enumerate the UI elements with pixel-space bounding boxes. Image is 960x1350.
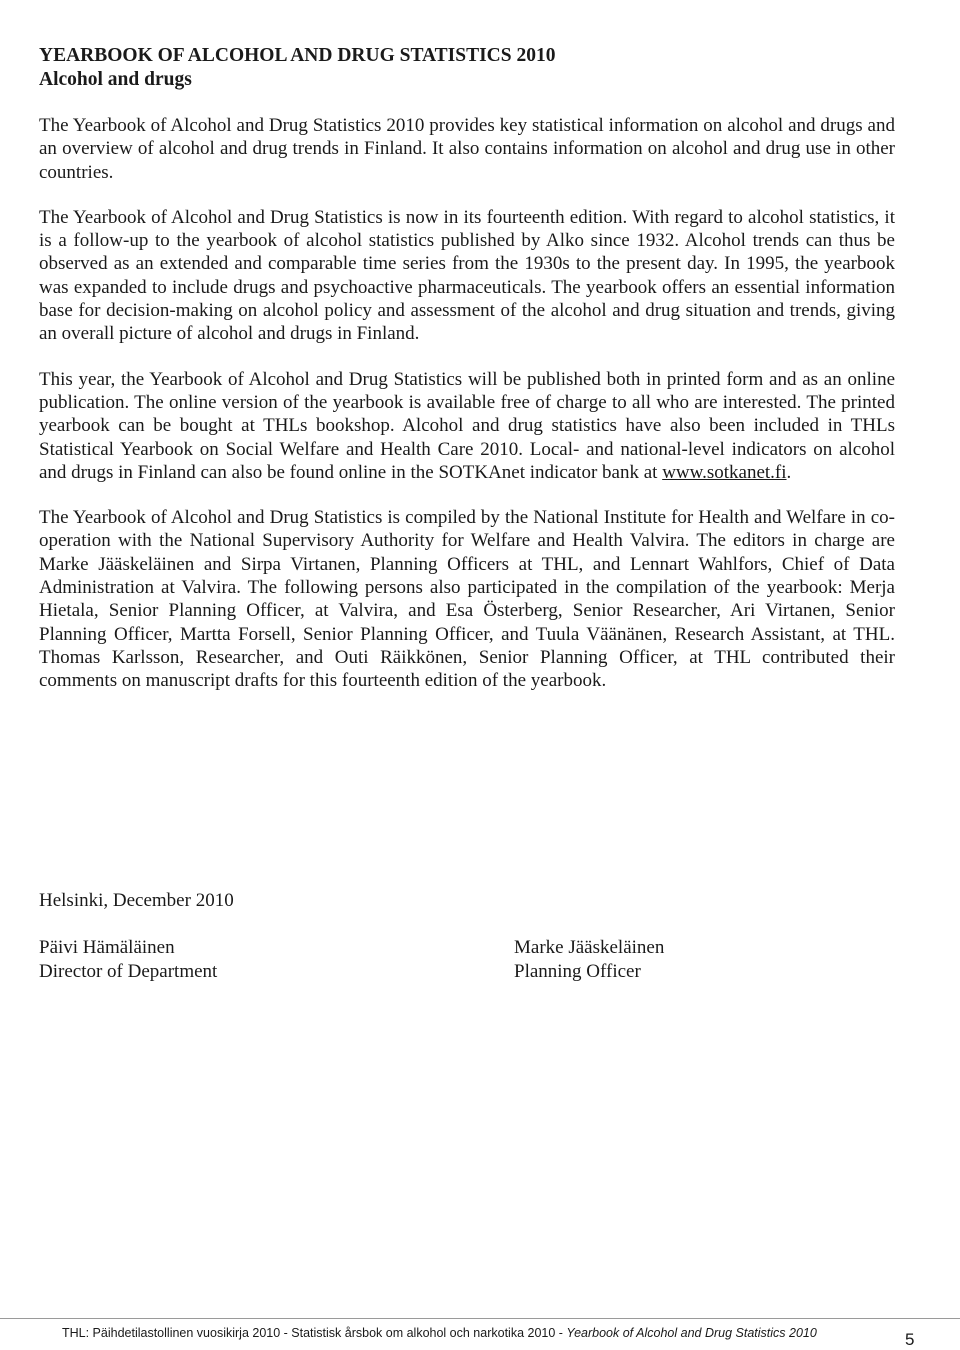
- paragraph-publication-text: This year, the Yearbook of Alcohol and Drug Statistics will be published both in printed form and as an online publication. The online version of the yearbook is available free of charge to all who are interested. The printed yearbook can be bought at THLs bookshop. Alcohol and drug statistics have also been included in THLs Statistical Yearbook on Social Welfare and Health Care 2010. Local- and national-level indicators on alcohol and drugs in Finland can also be found online in the SOTKAnet indicator bank at: [39, 368, 895, 483]
- sotkanet-link[interactable]: www.sotkanet.fi: [662, 461, 787, 483]
- footer-text: THL: Päihdetilastollinen vuosikirja 2010 - Statistisk årsbok om alkohol och narkotika 2010 -: [62, 1326, 567, 1340]
- place-date: Helsinki, December 2010: [39, 890, 234, 911]
- signatory-right-role: Planning Officer: [514, 961, 641, 982]
- signatory-left-name: Päivi Hämäläinen: [39, 937, 175, 958]
- document-title: YEARBOOK OF ALCOHOL AND DRUG STATISTICS 2010: [39, 45, 556, 66]
- signatory-left-role: Director of Department: [39, 961, 218, 982]
- document-body: [39, 44, 895, 693]
- signatory-right: [514, 936, 664, 984]
- signatory-right-name: Marke Jääskeläinen: [514, 937, 665, 958]
- document-subtitle: Alcohol and drugs: [39, 69, 192, 90]
- paragraph-intro: The Yearbook of Alcohol and Drug Statistics 2010 provides key statistical information on alcohol and drugs and an overview of alcohol and drug trends in Finland. It also contains information on alcohol and drug use in other countries.: [39, 115, 895, 183]
- signatory-left: [39, 936, 217, 984]
- footer-divider: [0, 1318, 960, 1319]
- paragraph-publication: [39, 368, 895, 484]
- page-footer: [62, 1325, 817, 1341]
- page-number: 5: [905, 1330, 915, 1349]
- footer-italic-text: Yearbook of Alcohol and Drug Statistics 2010: [566, 1326, 817, 1340]
- paragraph-publication-end: .: [786, 461, 792, 483]
- paragraph-edition: The Yearbook of Alcohol and Drug Statistics is now in its fourteenth edition. With regard to alcohol statistics, it is a follow-up to the yearbook of alcohol statistics published by Alko since 1932. Alcohol trends can thus be observed as an extended and comparable time series from the 1930s to the present day. In 1995, the yearbook was expanded to include drugs and psychoactive pharmaceuticals. The yearbook offers an essential information base for decision-making on alcohol policy and assessment of the alcohol and drug situation and trends, giving an overall picture of alcohol and drugs in Finland.: [39, 206, 895, 345]
- paragraph-compilers: The Yearbook of Alcohol and Drug Statistics is compiled by the National Institute for Health and Welfare in co-operation with the National Supervisory Authority for Welfare and Health Valvira. The editors in charge are Marke Jääskeläinen and Sirpa Virtanen, Planning Officers at THL, and Lennart Wahlfors, Chief of Data Administration at Valvira. The following persons also participated in the compilation of the yearbook: Merja Hietala, Senior Planning Officer, at Valvira, and Esa Österberg, Senior Researcher, Ari Virtanen, Senior Planning Officer, Martta Forsell, Senior Planning Officer, and Tuula Väänänen, Research Assistant, at THL. Thomas Karlsson, Researcher, and Outi Räikkönen, Senior Planning Officer, at THL contributed their comments on manuscript drafts for this fourteenth edition of the yearbook.: [39, 507, 895, 692]
